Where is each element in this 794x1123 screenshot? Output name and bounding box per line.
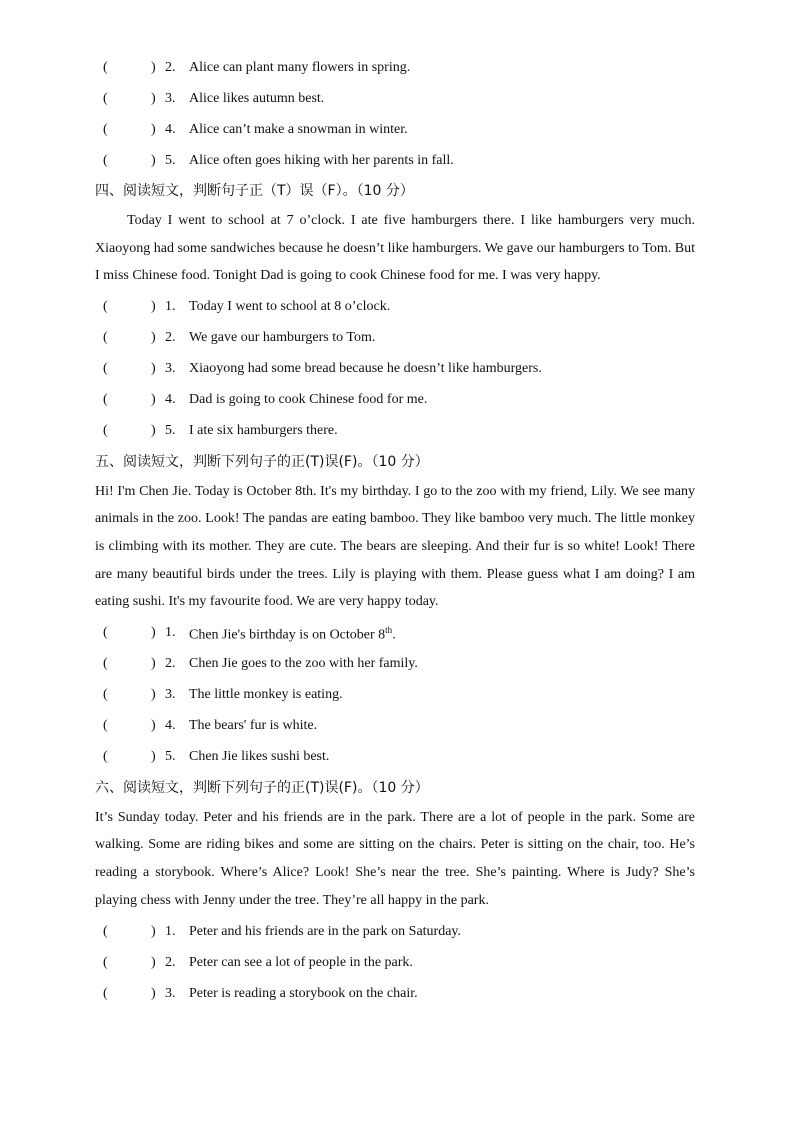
question-number: 5.	[165, 749, 176, 765]
question-text: Dad is going to cook Chinese food for me.	[189, 392, 428, 408]
question-text: Alice likes autumn best.	[189, 90, 325, 106]
section-4-heading: 四、阅读短文，判断句子正（T）误（F）。（10 分）	[95, 183, 414, 199]
question-text: Chen Jie likes sushi best.	[189, 749, 330, 765]
question-text: The little monkey is eating.	[189, 687, 343, 703]
question-text: Peter and his friends are in the park on Saturday.	[189, 923, 462, 939]
question-number: 3.	[165, 361, 176, 377]
question-number: 5.	[165, 152, 176, 168]
question-text: Alice can’t make a snowman in winter.	[189, 121, 408, 137]
section-6-passage: It’s Sunday today. Peter and his friends are in the park. There are a lot of people in the park. Some are walking. Some are riding bikes and some are sitting on the chairs. Peter is sitting on the chair, too. He’s reading a storybook. Where’s Alice? Look! She’s near the tree. She’s painting. Where is Judy? She’s playing chess with Jenny under the tree. They’re all happy in the park.	[95, 809, 695, 908]
question-item: ( ) 5. Chen Jie likes sushi best.	[95, 742, 695, 773]
question-text: Peter can see a lot of people in the park.	[189, 954, 413, 970]
question-item: ( ) 3. The little monkey is eating.	[95, 680, 695, 711]
section-3-questions	[95, 52, 695, 176]
section-6-questions	[95, 916, 695, 1009]
question-number: 2.	[165, 954, 176, 970]
question-item: ( ) 4. Dad is going to cook Chinese food for me.	[95, 385, 695, 416]
section-5-passage: Hi! I'm Chen Jie. Today is October 8th. It's my birthday. I go to the zoo with my friend, Lily. We see many animals in the zoo. Look! The pandas are eating bamboo. They like bamboo very much. The little monkey is climbing with its mother. They are cute. The bears are sleeping. And their fur is so white! Look! There are many beautiful birds under the trees. Lily is playing with them. Please guess what I am doing? I am eating sushi. It's my favourite food. We are very happy today.	[95, 483, 695, 610]
ordinal-suffix: th	[385, 625, 393, 636]
question-item: ( ) 2. Peter can see a lot of people in the park.	[95, 947, 695, 978]
question-text: Alice can plant many flowers in spring.	[189, 59, 411, 75]
question-item: ( ) 1. Peter and his friends are in the park on Saturday.	[95, 916, 695, 947]
question-number: 1.	[165, 625, 176, 641]
question-number: 3.	[165, 687, 176, 703]
question-text: Chen Jie's birthday is on October 8th.	[189, 625, 396, 644]
question-text: Alice often goes hiking with her parents in fall.	[189, 152, 454, 168]
section-5-heading: 五、阅读短文，判断下列句子的正(T)误(F)。（10 分）	[95, 453, 429, 470]
question-number: 4.	[165, 121, 176, 137]
question-item: ( ) 2. Alice can plant many flowers in spring.	[95, 52, 695, 83]
question-number: 1.	[165, 299, 176, 315]
section-6-heading: 六、阅读短文，判断下列句子的正(T)误(F)。（10 分）	[95, 779, 429, 796]
question-text: Xiaoyong had some bread because he doesn’t like hamburgers.	[189, 361, 542, 377]
worksheet-content	[95, 52, 695, 1009]
question-number: 4.	[165, 392, 176, 408]
question-item: ( ) 1. Chen Jie's birthday is on October 8th.	[95, 618, 695, 649]
question-item: ( ) 3. Alice likes autumn best.	[95, 83, 695, 114]
question-item: ( ) 5. I ate six hamburgers there.	[95, 416, 695, 447]
question-item: ( ) 3. Xiaoyong had some bread because he doesn’t like hamburgers.	[95, 354, 695, 385]
question-item: ( ) 4. The bears' fur is white.	[95, 711, 695, 742]
question-text: We gave our hamburgers to Tom.	[189, 330, 376, 346]
section-4-passage: Today I went to school at 7 o’clock. I ate five hamburgers there. I like hamburgers very much. Xiaoyong had some sandwiches because he doesn’t like hamburgers. We gave our hamburgers to Tom. But I miss Chinese food. Tonight Dad is going to cook Chinese food for me. I was very happy.	[95, 213, 695, 284]
question-number: 1.	[165, 923, 176, 939]
question-number: 2.	[165, 330, 176, 346]
question-item: ( ) 2. We gave our hamburgers to Tom.	[95, 323, 695, 354]
question-number: 2.	[165, 59, 176, 75]
question-number: 3.	[165, 90, 176, 106]
section-4-questions	[95, 292, 695, 447]
question-text: Chen Jie goes to the zoo with her family.	[189, 656, 418, 672]
question-text: I ate six hamburgers there.	[189, 423, 338, 439]
question-number: 2.	[165, 656, 176, 672]
question-number: 3.	[165, 985, 176, 1001]
question-item: ( ) 5. Alice often goes hiking with her parents in fall.	[95, 145, 695, 176]
question-item: ( ) 4. Alice can’t make a snowman in winter.	[95, 114, 695, 145]
question-number: 5.	[165, 423, 176, 439]
question-text: The bears' fur is white.	[189, 718, 318, 734]
question-text: Peter is reading a storybook on the chair.	[189, 985, 418, 1001]
question-item: ( ) 2. Chen Jie goes to the zoo with her family.	[95, 649, 695, 680]
question-text: Today I went to school at 8 o’clock.	[189, 299, 391, 315]
question-number: 4.	[165, 718, 176, 734]
question-item: ( ) 1. Today I went to school at 8 o’clock.	[95, 292, 695, 323]
section-5-questions	[95, 618, 695, 773]
question-item: ( ) 3. Peter is reading a storybook on the chair.	[95, 978, 695, 1009]
